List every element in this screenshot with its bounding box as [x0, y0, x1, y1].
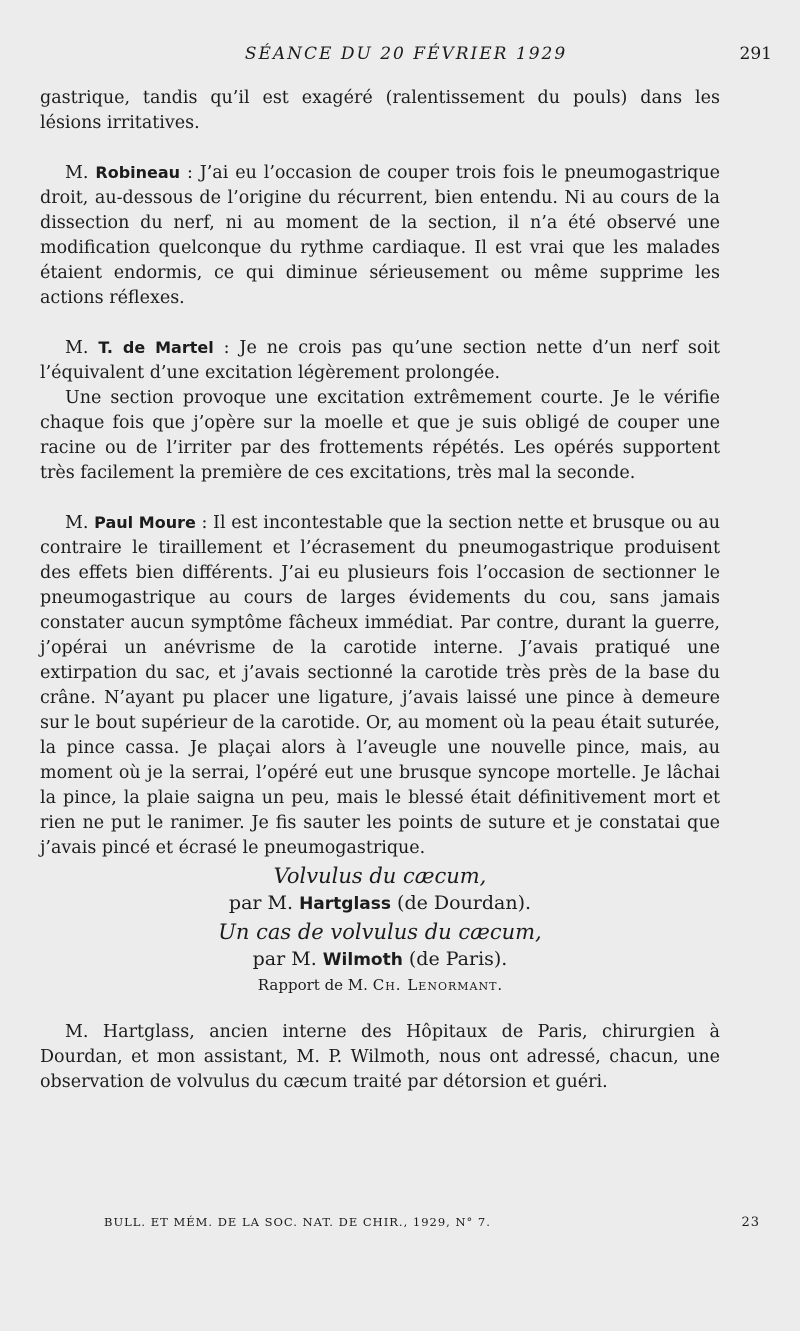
robineau-text: : J’ai eu l’occasion de couper trois fois le pneumogastrique droit, au-dessous de l’origine du récurrent, bien entendu. Ni au cours de la dissection du nerf, ni au moment de la section, il n’a été observé une modification quelconque du rythme cardiaque. Il est vrai que les malades étaient endormis, ce qui diminue sérieusement ou même supprime les actions réflexes.: [40, 163, 720, 308]
journal-citation: BULL. ET MÉM. DE LA SOC. NAT. DE CHIR., 1929, N° 7.: [104, 1215, 491, 1229]
page-number: 291: [739, 44, 772, 64]
paragraph-robineau: [40, 160, 720, 311]
running-header: [40, 44, 772, 68]
article-byline-1: [40, 891, 720, 917]
running-title: SÉANCE DU 20 FÉVRIER 1929: [244, 44, 568, 64]
page-footer: [104, 1215, 760, 1235]
report-author: Ch. Lenormant: [372, 976, 498, 994]
paragraph-moure: [40, 510, 720, 861]
byline-prefix: par M.: [252, 948, 323, 970]
de-martel-text: : Je ne crois pas qu’une section nette d’un nerf soit l’équivalent d’une excitation légèrement prolongée.: [40, 338, 721, 383]
moure-text: : Il est incontestable que la section nette et brusque ou au contraire le tiraillement et l’écrasement du pneumogastrique produisent des effets bien différents. J’ai eu plusieurs fois l’occasion de sectionner le pneumogastrique au cours de larges évidements du cou, sans jamais constater aucun symptôme fâcheux immédiat. Par contre, durant la guerre, j’opérai un anévrisme de la carotide interne. J’avais pratiqué une extirpation du sac, et j’avais sectionné la carotide très près de la base du crâne. N’ayant pu placer une ligature, j’avais laissé une pince à demeure sur le bout supérieur de la carotide. Or, au moment où la peau était suturée, la pince cassa. Je plaçai alors à l’aveugle une nouvelle pince, mais, au moment où je la serrai, l’opéré eut une brusque syncope mortelle. Je lâchai la pince, la plaie saigna un peu, mais le blessé était définitivement mort et rien ne put le ranimer. Je fis sauter les points de suture et je constatai que j’avais pincé et écrasé le pneumogastrique.: [40, 513, 720, 858]
article-title-2: Un cas de volvulus du cæcum,: [218, 920, 542, 944]
speaker-robineau: Robineau: [95, 163, 181, 182]
mr-prefix: M.: [65, 163, 96, 183]
paragraph-continuation: gastrique, tandis qu’il est exagéré (ralentissement du pouls) dans les lésions irritatives.: [40, 88, 720, 133]
author-hartglass: Hartglass: [299, 894, 391, 914]
speaker-moure: Paul Moure: [94, 513, 196, 532]
paragraph-report-intro: M. Hartglass, ancien interne des Hôpitaux de Paris, chirurgien à Dourdan, et mon assistant, M. P. Wilmoth, nous ont adressé, chacun, une observation de volvulus du cæcum traité par détorsion et guéri.: [40, 1022, 720, 1092]
report-line: [40, 973, 720, 998]
author-origin: (de Dourdan).: [391, 892, 532, 914]
signature-number: 23: [741, 1215, 760, 1230]
paragraph-de-martel-continued: Une section provoque une excitation extrêmement courte. Je le vérifie chaque fois que j’opère sur la moelle et que je suis obligé de couper une racine ou de l’irriter par des frottements répétés. Les opérés supportent très facilement la première de ces excitations, très mal la seconde.: [40, 388, 720, 483]
article-byline-2: [40, 947, 720, 973]
mr-prefix: M.: [65, 513, 95, 533]
report-prefix: Rapport de M.: [257, 976, 373, 994]
mr-prefix: M.: [65, 338, 99, 358]
author-wilmoth: Wilmoth: [322, 950, 403, 970]
byline-prefix: par M.: [228, 892, 300, 914]
report-suffix: .: [497, 976, 503, 994]
article-title-1: Volvulus du cæcum,: [273, 864, 487, 888]
speaker-de-martel: T. de Martel: [98, 338, 214, 357]
author-origin: (de Paris).: [402, 948, 508, 970]
page-body: [40, 86, 720, 1095]
paragraph-de-martel: [40, 335, 720, 386]
